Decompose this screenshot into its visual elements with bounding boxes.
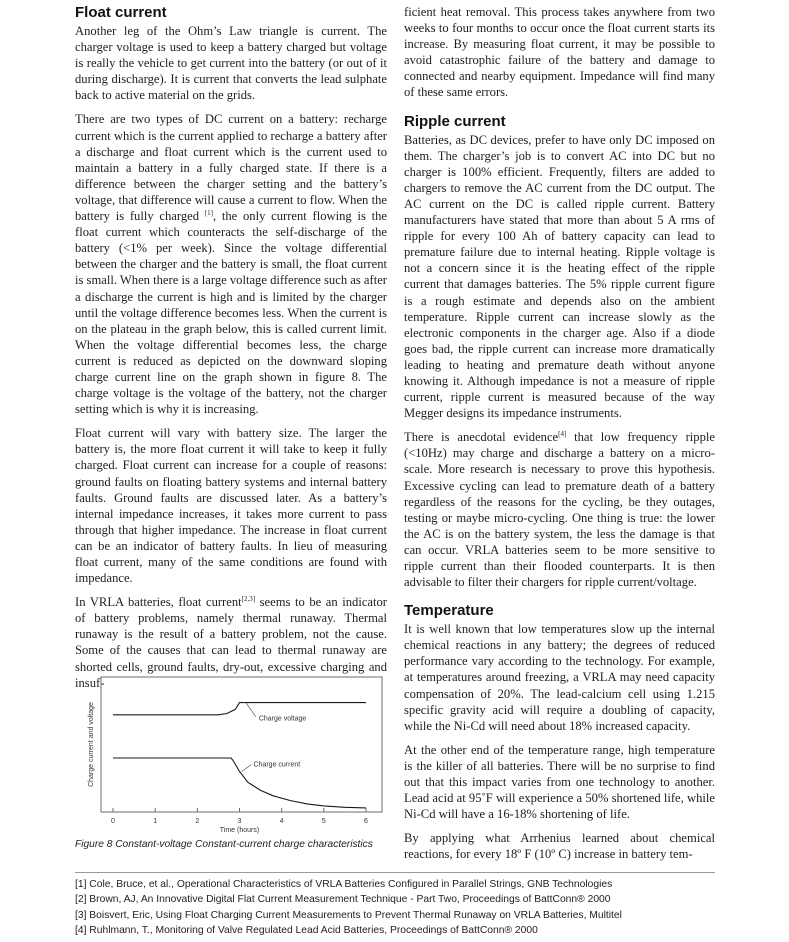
paragraph: At the other end of the temperature range, high temperature is the killer of all batteries. There will be no surprise to find out that this impact varies from one technology to another. Lead acid at 95˚F will experience a 50% shortened life, while Ni-Cd will have a 16-18% shortening of life. <box>404 742 715 822</box>
x-tick-label: 5 <box>321 818 326 825</box>
reference-item: [1] Cole, Bruce, et al., Operational Characteristics of VRLA Batteries Configured in Parallel Strings, GNB Technologies <box>75 879 613 890</box>
section-heading-temperature: Temperature <box>404 602 494 620</box>
citation-ref: [4] <box>558 430 567 439</box>
paragraph: It is well known that low temperatures slow up the internal chemical reactions in any battery; the degrees of reduced performance vary according to the technology. For example, at temperatures around freezing, a VRLA may need capacity compensation of 20%. The lead-calcium cell using 1.215 specific gravity acid will require a doubling of capacity, while the Ni-Cd will need about 18% increased capacity. <box>404 622 715 733</box>
paragraph: By applying what Arrhenius learned about chemical reactions, for every 18º F (10º C) increase in battery tem- <box>404 831 715 862</box>
section-heading-float-current: Float current <box>75 4 167 21</box>
charge-voltage-line <box>113 703 366 715</box>
charge-current-line <box>113 758 366 808</box>
x-axis-label: Time (hours) <box>219 827 260 834</box>
right-column <box>404 4 715 871</box>
text-run: , the only current flowing is the float current which counteracts the self-discharge of the battery (<1% per week). Since the voltage differential between the charger and the battery is small, the float current is small. When there is a large voltage difference such as after a discharge the current is high and is limited by the charger until the voltage difference becomes less. When the current is on the plateau in the graph below, this is called current limit. When the voltage differential becomes less, the charge current is reduced as depicted on the downward sloping charge current line on the graph shown in figure 8. The charge voltage is the voltage of the battery, not the charger setting which is why it is increasing. <box>75 209 387 417</box>
reference-item: [4] Ruhlmann, T., Monitoring of Valve Regulated Lead Acid Batteries, Proceedings of BattConn® 2000 <box>75 925 538 937</box>
charge-voltage-leader <box>246 703 256 717</box>
citation-ref: [1] <box>204 208 213 217</box>
x-tick-label: 1 <box>153 818 158 825</box>
charge-voltage-label: Charge voltage <box>258 715 307 723</box>
y-axis-label: Charge current and voltage <box>88 702 95 787</box>
paragraph <box>75 111 387 417</box>
x-tick-label: 0 <box>111 818 115 825</box>
text-run: seems to be an indicator of battery problems, namely thermal runaway. Thermal runaway is the result of a battery problem, not the cause. Some of the causes that can lead to thermal runaway are shorted cells, ground faults, dry-out, excessive charging and insuf- <box>75 595 387 690</box>
plot-frame <box>101 677 382 812</box>
paragraph: Another leg of the Ohm’s Law triangle is current. The charger voltage is used to keep a battery charged but voltage is really the vehicle to get current into the battery (or out of it during discharge). It is current that converts the lead sulphate back to active material on the grids. <box>75 24 387 103</box>
x-tick-label: 4 <box>279 818 284 825</box>
text-run: There are two types of DC current on a battery: recharge current which is the current applied to recharge a battery after a discharge and float current which is the current used to maintain a battery in a fully charged state. If there is a difference between the charger setting and the battery’s voltage, that difference will cause a current to flow. When the battery is fully charged <box>75 112 387 224</box>
paragraph <box>404 429 715 590</box>
section-heading-ripple-current: Ripple current <box>404 112 506 130</box>
text-run: In VRLA batteries, float current <box>75 595 242 610</box>
reference-item: [2] Brown, AJ, An Innovative Digital Flat Current Measurement Technique - Part Two, Proceedings of BattConn® 2000 <box>75 894 611 906</box>
paragraph: ficient heat removal. This process takes anywhere from two weeks to four months to occur once the float current starts its increase. By measuring float current, it may be possible to avoid catastrophic failure of the battery and damage to connected and nearby equipment. Impedance will find many of these same errors. <box>404 5 715 100</box>
charge-current-leader <box>242 765 252 772</box>
x-tick-label: 3 <box>237 818 242 825</box>
citation-ref: [2,3] <box>241 595 256 603</box>
paragraph: Float current will vary with battery size. The larger the battery is, the more float current it will take to keep it fully charged. Float current can increase for a couple of reasons: ground faults on floating battery systems and internal battery faults. Ground faults are discussed later. As a battery’s internal impedance increases, it takes more current to pass through that higher impedance. The increase in float current can be an indicator of battery faults. In lieu of measuring float current, many of the same conditions are found with impedance. <box>75 426 387 586</box>
left-column <box>75 4 387 699</box>
figure-caption: Figure 8 Constant-voltage Constant-current charge characteristics <box>75 839 373 850</box>
text-run: that low frequency ripple (<10Hz) may charge and discharge a battery on a micro-scale. More research is necessary to prove this hypothesis. Excessive cycling can lead to premature death of a battery regardless of the reasons for the cycling, be they outages, testing or maybe micro-cycling. One thing is true: the lower the AC is on the battery system, the less the damage is that can occur. VRLA batteries seem to be more sensitive to ripple current than their flooded counterparts. It is then advisable to filter their chargers for ripple current/voltage. <box>404 430 715 590</box>
text-run: There is anecdotal evidence <box>404 430 559 445</box>
reference-item: [3] Boisvert, Eric, Using Float Charging Current Measurements to Prevent Thermal Runaway on VRLA Batteries, Multitel <box>75 909 622 921</box>
charge-current-label: Charge current <box>253 761 301 769</box>
x-tick-label: 6 <box>364 818 368 825</box>
x-tick-label: 2 <box>195 818 200 825</box>
footnote-divider <box>75 872 715 873</box>
figure-8-chart <box>75 674 385 834</box>
charge-characteristics-chart <box>75 674 385 834</box>
references-list <box>75 877 735 939</box>
paragraph: Batteries, as DC devices, prefer to have only DC imposed on them. The charger’s job is to convert AC into DC but no charger is 100% efficient. Frequently, filters are added to chargers to remove the AC current from the DC output. The AC current on the DC is called ripple current. Battery manufacturers have stated that more than about 5 A rms of ripple for every 100 Ah of battery capacity can lead to premature failure due to internal heating. Ripple voltage is not a concern since it is the heating effect of the ripple current that damages batteries. The 5% ripple current figure is a rough estimate and depends also on the ambient temperature. Ripple current can increase slowly as the electronic components in the charger age. Also if a diode goes bad, the ripple current can increase more dramatically leading to heating and premature death without anyone knowing it. Although impedance is not a measure of ripple current, ripple current is measured because of the way Megger designs its impedance instruments. <box>404 132 715 421</box>
